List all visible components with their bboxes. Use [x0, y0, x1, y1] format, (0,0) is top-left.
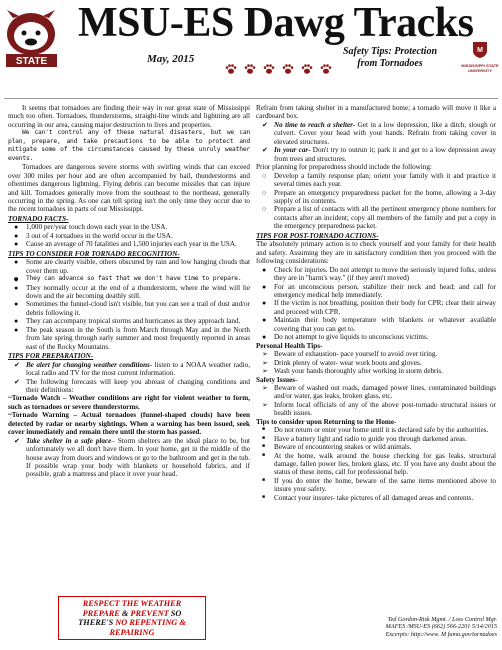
recognition-list: [8, 258, 250, 351]
list-item: ● Sometimes the funnel-cloud isn't visible, but you can see a trail of dust and/or debris following it.: [8, 300, 250, 317]
intro-paragraph-3: Tornadoes are dangerous severe storms with swirling winds that can exceed over 300 miles per hour and are often accompanied by hail, thunderstorms and oftentimes dangerous lightning. Flying debris can become missiles that can injure and kill. Tornadoes generally move from the southeast to the northeast, generally occurring in the spring. As one can tell spring isn't the only time they occur due to the recent tornadoes in parts of our Mississippi.: [8, 163, 250, 214]
intro-paragraph-2: We can't control any of these natural disasters, but we can plan, prepare, and take precautions to be able to protect and mitigate some of the circumstances caused by these unruly weather events.: [8, 129, 250, 162]
list-item: ✔ The following forecasts will keep you abreast of changing conditions and their definitions:: [8, 378, 250, 395]
intro-paragraph-1: It seems that tornadoes are finding their way in our great state of Mississippi much too often. Tornadoes, thunderstorms, straight-line winds and lightning are all occurring in our area, causing major destruction to lives and properties.: [8, 104, 250, 129]
slogan-box: [58, 596, 206, 640]
safety-issues-list: [256, 384, 496, 418]
msu-shield-icon: [472, 41, 488, 59]
prep-text: – Storm shelters are the ideal place to be, but unfortunately we all don't have them. In your home, get in the middle of the house away from doors and windows or go to the bathroom and get in the tub. If possible wrap your body with blankets or household fabrics, and if possible, grab a mattress and place it over your head.: [26, 436, 250, 479]
facts-list: [8, 223, 250, 248]
list-item: ● The peak season in the South is from March through May and in the North from late spring through early summer and most frequently reported in areas east of the Rocky Mountains.: [8, 326, 250, 351]
source-credit: Excerpts: http://www. M fama.gov/tornadoes: [385, 630, 497, 638]
tornado-watch-definition: ~Tornado Watch – Weather conditions are right for violent weather to form, such as tornadoes or severe thunderstorms.: [8, 394, 250, 411]
paw-print-icon: [320, 63, 332, 75]
prior-planning-heading: Prior planning for preparedness should include the following:: [256, 163, 432, 172]
right-column: [256, 104, 496, 502]
list-item: ■ Beware of encountering snakes or wild animals.: [256, 443, 496, 451]
author-credit: Ted Gordon-Risk Mgmt. / Loss Control Mgr.: [387, 616, 497, 623]
list-item: ■ Have a battery light and radio to guide you through darkened areas.: [256, 435, 496, 443]
list-item: [256, 146, 496, 163]
preparation-list: [8, 361, 250, 395]
tornado-warning-definition: ~Tornado Warning – Actual tornadoes (funnel-shaped clouds) have been detected by radar or nearby sightings. When a warning has been issued, seek cover immediately and remain there until the storm has passed.: [8, 411, 250, 437]
list-item: ● Some are clearly visible, others obscured by rain and low hanging clouds that cover them up.: [8, 258, 250, 275]
header: [0, 0, 502, 100]
list-item: ➢ Beware of washed out roads, damaged power lines, contaminated buildings and/or water, gas leaks, broken glass, etc.: [256, 384, 496, 401]
list-item: ● 1,000 per/year touch down each year in the USA.: [8, 223, 250, 231]
prep-text: - listen to a NOAA weather radio, local radio and TV for the most current information.: [26, 360, 251, 378]
credits: [311, 616, 497, 638]
paw-print-icon: [244, 63, 256, 75]
returning-home-list: [256, 426, 496, 502]
logo-left-text: STATE: [15, 56, 48, 67]
list-item: ● Maintain their body temperature with blankets or whatever available covering that you can get to.: [256, 316, 496, 333]
continuation-text: Refrain from taking shelter in a manufactured home; a tornado will move it like a cardboard box.: [256, 104, 496, 121]
list-item: ● Cause an average of 70 fatalities and 1,500 injuries each year in the USA.: [8, 240, 250, 248]
subtitle-line2: from Tornadoes: [357, 58, 423, 69]
list-item: [8, 361, 250, 378]
issue-date: May, 2015: [147, 53, 195, 65]
slogan-line2: PREPARE & PREVENT SO: [82, 608, 182, 618]
safety-issues-heading: Safety Issues-: [256, 375, 298, 384]
paw-prints: [225, 63, 335, 77]
option-text: Get in a low depression, like a ditch, slough or culvert. Cover your head with your hands. Refrain from taking cover in elevated structures.: [274, 120, 496, 146]
list-item: ● Check for injuries. Do not attempt to move the seriously injured folks, unless they are in "harm's way." (if they aren't moved): [256, 266, 496, 283]
logo-right-text: MISSISSIPPI STATE UNIVERSITY: [461, 63, 499, 73]
list-item: ➢ Wash your hands thoroughly after working in storm debris.: [256, 367, 496, 375]
list-item: ● They can accompany tropical storms and hurricanes as they approach land.: [8, 317, 250, 325]
list-item: ➢ Drink plenty of water- wear work boots and gloves.: [256, 359, 496, 367]
page-title: MSU-ES Dawg Tracks: [78, 0, 474, 46]
slogan-line3: THERE'S NO REPENTING & REPAIRING: [78, 618, 186, 637]
list-item: ● 3 out of 4 tornadoes in the world occur in the USA.: [8, 232, 250, 240]
list-item: [8, 437, 250, 479]
header-divider: [4, 98, 498, 99]
slogan-line1: RESPECT THE WEATHER: [82, 599, 182, 608]
list-item: ● If the victim is not breathing, position their body for CPR; clear their airway and proceed with CPR.: [256, 299, 496, 316]
recognition-heading: TIPS TO CONSIDER FOR TORNADO RECOGNITION-: [8, 249, 180, 258]
personal-health-heading: Personal Health Tips-: [256, 341, 323, 350]
personal-health-list: [256, 350, 496, 375]
prep-lead: Be alert for changing weather conditions: [26, 360, 150, 369]
svg-text:M: M: [477, 47, 483, 54]
returning-home-heading: Tips to consider upon Returning to the Home-: [256, 417, 397, 426]
facts-heading: TORNADO FACTS-: [8, 214, 69, 223]
preparation-heading: TIPS FOR PREPARATION-: [8, 352, 94, 361]
prior-planning-list: [256, 172, 496, 231]
bulldog-logo: [3, 10, 60, 70]
paw-print-icon: [282, 63, 294, 75]
subtitle-line1: Safety Tips: Protection: [342, 46, 438, 57]
shelter-options-list: [256, 121, 496, 163]
left-column: [8, 104, 250, 479]
paw-print-icon: [263, 63, 275, 75]
option-lead: In your car-: [274, 146, 311, 155]
post-tornado-intro: The absolutely primary action is to check yourself and your family for their health and safety. Assuming they are in satisfactory condition then you proceed with the following considerations:: [256, 240, 496, 266]
list-item: ■ Contact your insurer- take pictures of all damaged areas and contents.: [256, 494, 496, 502]
list-item: ● They normally occur at the end of a thunderstorm, where the wind will lie down and the air becoming deathly still.: [8, 284, 250, 301]
subtitle: [320, 46, 460, 70]
list-item: ● They can advance so fast that we don't have time to prepare.: [8, 275, 250, 283]
post-tornado-heading: TIPS FOR POST-TORNADO ACTIONS-: [256, 231, 379, 240]
post-tornado-list: [256, 266, 496, 342]
list-item: ➢ Inform local officials of any of the above post-tornado structural issues or health issues.: [256, 401, 496, 418]
list-item: ➢ Beware of exhaustion- pace yourself to avoid over tiring.: [256, 350, 496, 358]
paw-print-icon: [301, 63, 313, 75]
list-item: ○ Prepare a list of contacts with all the pertinent emergency phone numbers for contacts after an incident; copy all members of the family and put a copy in the emergency preparedness packet.: [256, 205, 496, 230]
contact-credit: MAFES /MSU-ES (662) 566-2201 5/14/2015: [385, 623, 497, 631]
list-item: ● For an unconscious person, stabilize their neck and head; and call for emergency medical help immediately.: [256, 283, 496, 300]
msu-logo: [461, 41, 499, 75]
prep-lead: Take shelter in a safe place: [26, 436, 112, 445]
option-text: Don't try to outrun it; park it and get to a low depression away from trees and structures.: [274, 146, 496, 163]
list-item: ● Do not attempt to give liquids to unconscious victims.: [256, 333, 496, 341]
list-item: ○ Prepare an emergency preparedness packet for the home, allowing a 3-day supply of its contents.: [256, 189, 496, 206]
list-item: ■ Do not return or enter your home until it is declared safe by the authorities.: [256, 426, 496, 434]
option-lead: No time to reach a shelter-: [274, 120, 356, 129]
list-item: [256, 121, 496, 146]
shelter-list: [8, 437, 250, 479]
list-item: ○ Develop a family response plan; orient your family with it and practice it several times each year.: [256, 172, 496, 189]
list-item: ■ At the home, walk around the house checking for gas leaks, structural damage, fallen power lies, broken glass, etc. If you have any doubt about the status of these items, call for professional help.: [256, 452, 496, 477]
list-item: ■ If you do enter the home, beware of the same items mentioned above to insure your safety.: [256, 477, 496, 494]
paw-print-icon: [225, 63, 237, 75]
